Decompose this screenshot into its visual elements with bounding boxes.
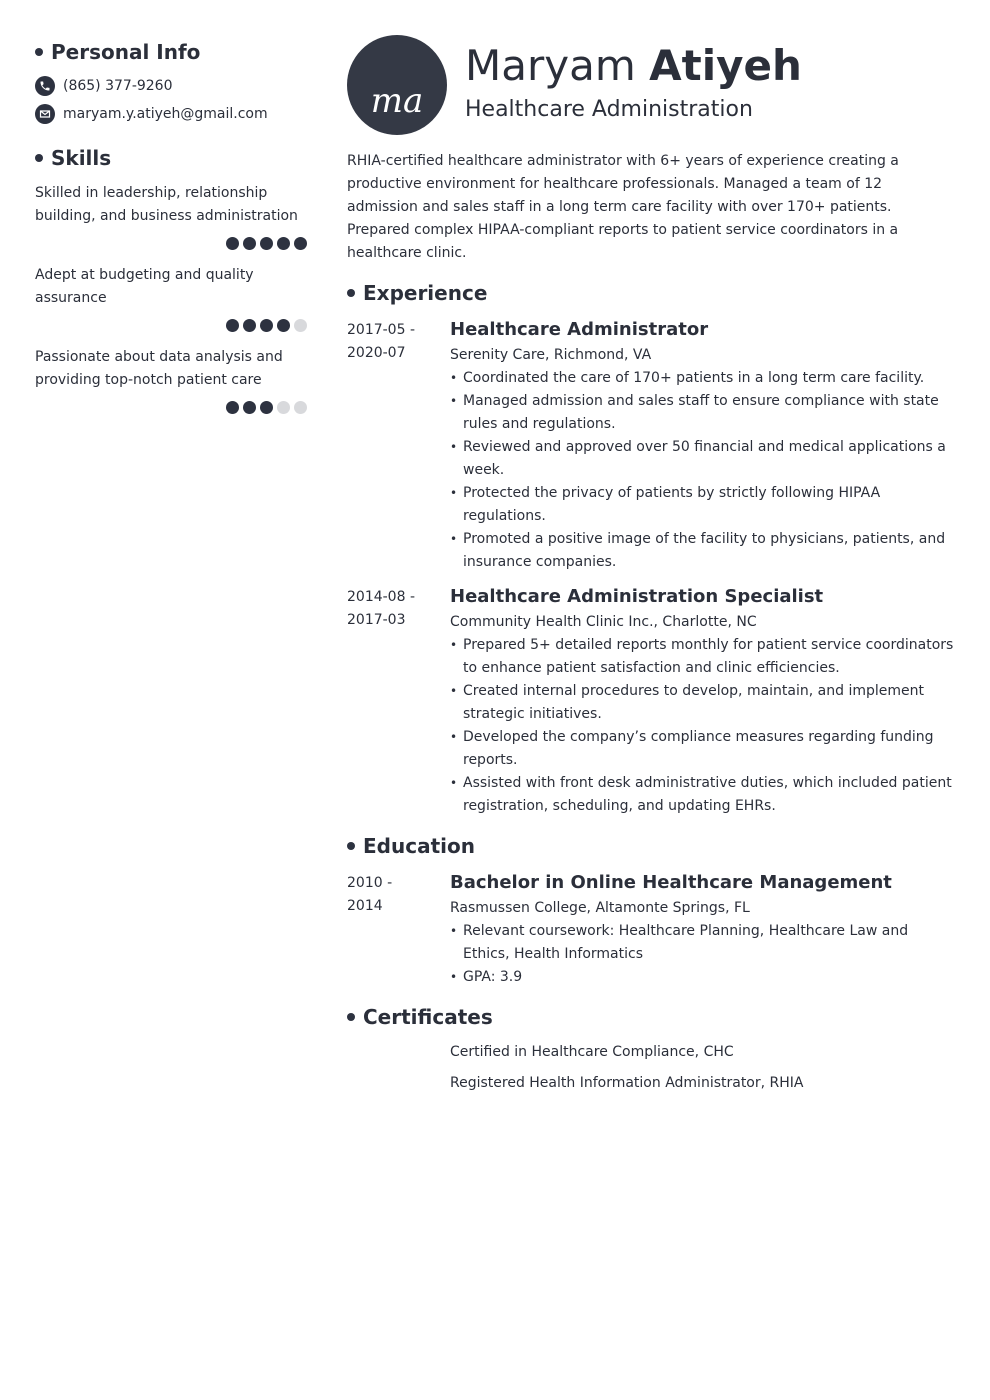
entry-organization: Serenity Care, Richmond, VA (450, 347, 652, 363)
bullet-item: • GPA: 3.9 (450, 966, 957, 989)
education-section (347, 832, 957, 989)
phone-number[interactable]: (865) 377-9260 (63, 78, 173, 94)
mail-icon (35, 104, 55, 124)
bullet-dot (347, 289, 355, 297)
experience-section (347, 279, 957, 818)
entry-title: Bachelor in Online Healthcare Management (450, 872, 892, 893)
date-start: 2010 - (347, 875, 393, 891)
candidate-name (465, 40, 802, 92)
rating-dot-filled (260, 401, 273, 414)
avatar-initials: ma (370, 81, 424, 121)
skills-list (35, 182, 307, 414)
bullet-item: • Developed the company’s compliance measures regarding funding reports. (450, 726, 957, 772)
entry-date (347, 586, 450, 818)
skills-heading (35, 144, 307, 172)
skills-title: Skills (51, 146, 112, 170)
phone-row (35, 76, 307, 96)
personal-info-title: Personal Info (51, 40, 201, 64)
avatar (347, 35, 447, 135)
bullet-item: • Reviewed and approved over 50 financial and medical applications a week. (450, 436, 957, 482)
rating-dot-filled (226, 237, 239, 250)
date-start: 2017-05 - (347, 322, 415, 338)
bullet-item: • Promoted a positive image of the facility to physicians, patients, and insurance companies. (450, 528, 957, 574)
entry-date (347, 319, 450, 574)
first-name: Maryam (465, 41, 636, 90)
experience-list (347, 319, 957, 818)
rating-dot-filled (243, 237, 256, 250)
rating-dot-filled (226, 401, 239, 414)
skill-rating (35, 401, 307, 414)
date-end: 2017-03 (347, 612, 406, 628)
skill-text: Adept at budgeting and quality assurance (35, 267, 254, 306)
date-start: 2014-08 - (347, 589, 415, 605)
rating-dot-filled (243, 319, 256, 332)
rating-dot-filled (243, 401, 256, 414)
skill-rating (35, 237, 307, 250)
candidate-role: Healthcare Administration (465, 97, 753, 122)
certificate-item: Certified in Healthcare Compliance, CHC (450, 1044, 734, 1060)
skill-item (35, 264, 307, 332)
entry-date (347, 872, 450, 989)
summary: RHIA-certified healthcare administrator with 6+ years of experience creating a productive environment for healthcare professionals. Managed a team of 12 admission and sales staff in a long term care facility with over 170+ patients. Prepared complex HIPAA-compliant reports to patient service coordinators in a healthcare clinic. (347, 153, 899, 261)
bullet-item: • Coordinated the care of 170+ patients in a long term care facility. (450, 367, 957, 390)
skill-text: Skilled in leadership, relationship building, and business administration (35, 185, 298, 224)
bullet-item: • Relevant coursework: Healthcare Planning, Healthcare Law and Ethics, Health Informatics (450, 920, 957, 966)
entry-body (450, 586, 957, 818)
certificates-list (347, 1041, 957, 1095)
entry-organization: Rasmussen College, Altamonte Springs, FL (450, 900, 750, 916)
date-end: 2014 (347, 898, 383, 914)
education-entry (347, 872, 957, 989)
rating-dot-empty (294, 401, 307, 414)
entry-bullets (450, 920, 957, 989)
skill-text: Passionate about data analysis and providing top-notch patient care (35, 349, 283, 388)
skill-rating (35, 319, 307, 332)
bullet-item: • Prepared 5+ detailed reports monthly for patient service coordinators to enhance patient satisfaction and clinic efficiencies. (450, 634, 957, 680)
entry-title: Healthcare Administrator (450, 319, 709, 340)
rating-dot-filled (260, 319, 273, 332)
skill-item (35, 346, 307, 414)
rating-dot-empty (277, 401, 290, 414)
entry-bullets (450, 367, 957, 574)
education-list (347, 872, 957, 989)
bullet-dot (35, 48, 43, 56)
rating-dot-filled (294, 237, 307, 250)
entry-bullets (450, 634, 957, 818)
bullet-item: • Protected the privacy of patients by strictly following HIPAA regulations. (450, 482, 957, 528)
email-address[interactable]: maryam.y.atiyeh@gmail.com (63, 106, 268, 122)
entry-body (450, 319, 957, 574)
education-title: Education (363, 834, 475, 858)
email-row (35, 104, 307, 124)
certificates-heading (347, 1003, 957, 1031)
experience-title: Experience (363, 281, 488, 305)
rating-dot-empty (294, 319, 307, 332)
certificate-item: Registered Health Information Administrator, RHIA (450, 1075, 804, 1091)
rating-dot-filled (277, 319, 290, 332)
phone-icon (35, 76, 55, 96)
rating-dot-filled (226, 319, 239, 332)
education-heading (347, 832, 957, 860)
bullet-dot (347, 842, 355, 850)
personal-info-heading (35, 38, 307, 66)
entry-title: Healthcare Administration Specialist (450, 586, 824, 607)
experience-heading (347, 279, 957, 307)
skill-item (35, 182, 307, 250)
date-end: 2020-07 (347, 345, 406, 361)
certificates-title: Certificates (363, 1005, 493, 1029)
entry-body (450, 872, 957, 989)
right-column (347, 150, 957, 1095)
experience-entry (347, 586, 957, 818)
bullet-dot (347, 1013, 355, 1021)
bullet-item: • Created internal procedures to develop, maintain, and implement strategic initiatives. (450, 680, 957, 726)
bullet-item: • Managed admission and sales staff to ensure compliance with state rules and regulations. (450, 390, 957, 436)
left-column (35, 38, 307, 414)
certificates-section (347, 1003, 957, 1095)
rating-dot-filled (260, 237, 273, 250)
bullet-dot (35, 154, 43, 162)
experience-entry (347, 319, 957, 574)
last-name: Atiyeh (649, 41, 802, 90)
rating-dot-filled (277, 237, 290, 250)
entry-organization: Community Health Clinic Inc., Charlotte, NC (450, 614, 757, 630)
bullet-item: • Assisted with front desk administrative duties, which included patient registration, scheduling, and updating EHRs. (450, 772, 957, 818)
